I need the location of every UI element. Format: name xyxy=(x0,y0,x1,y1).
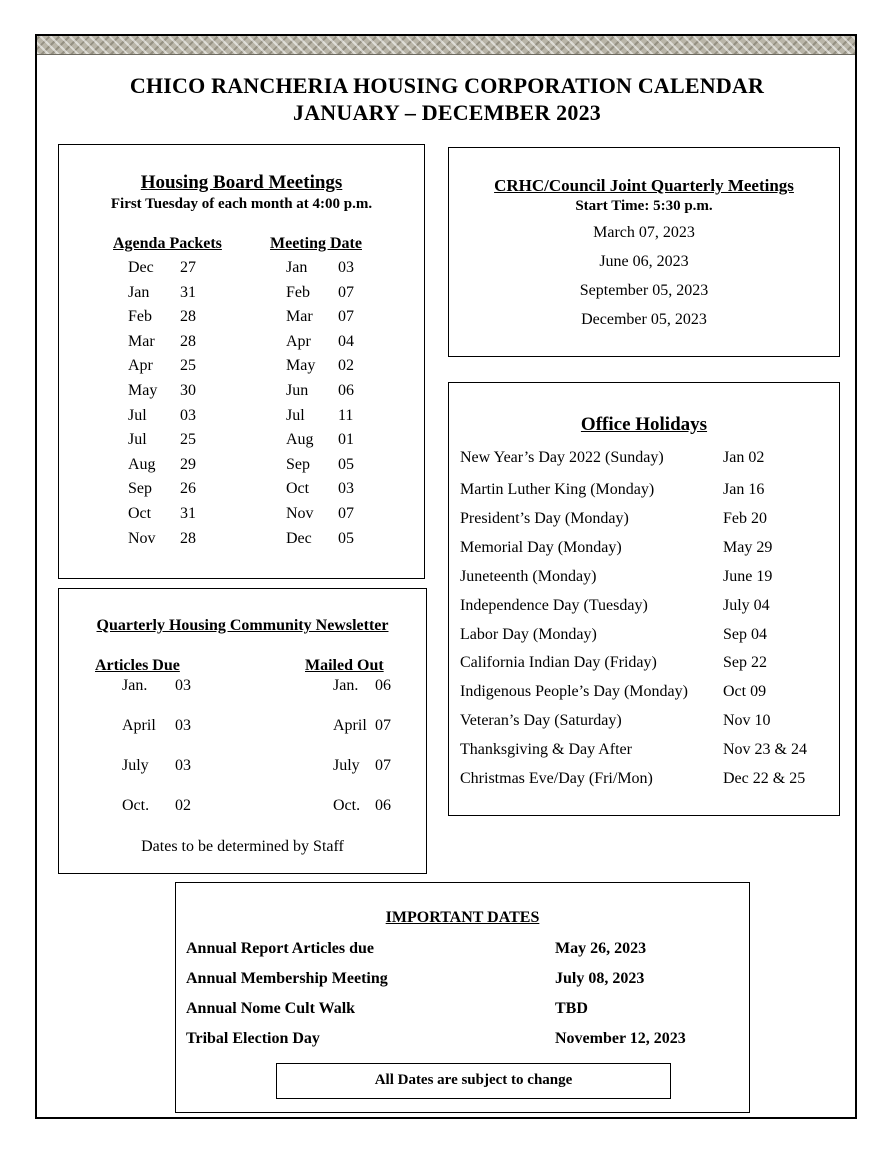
office-holidays-title: Office Holidays xyxy=(580,414,708,435)
meeting-month: Jul xyxy=(286,406,305,424)
mailed-day: 06 xyxy=(375,797,391,814)
holiday-name: Juneteenth (Monday) xyxy=(460,567,597,585)
meeting-month: Apr xyxy=(286,332,311,350)
holiday-date: Dec 22 & 25 xyxy=(723,770,806,787)
holiday-date: Jan 16 xyxy=(723,481,765,498)
agenda-day: 28 xyxy=(180,332,196,350)
meeting-month: Jun xyxy=(286,382,309,399)
holiday-name: Memorial Day (Monday) xyxy=(460,538,622,556)
agenda-month: Jan xyxy=(128,283,150,301)
meeting-day: 07 xyxy=(338,308,354,326)
meeting-day: 11 xyxy=(338,406,354,424)
due-month: Oct. xyxy=(122,797,150,814)
mailed-day: 07 xyxy=(375,757,391,774)
due-day: 03 xyxy=(175,757,191,774)
articles-due-header: Articles Due xyxy=(95,657,180,674)
important-date-value: TBD xyxy=(555,1000,588,1017)
meeting-day: 03 xyxy=(338,259,354,276)
important-dates-title: IMPORTANT DATES xyxy=(385,909,540,926)
agenda-month: Mar xyxy=(128,332,155,350)
meeting-day: 07 xyxy=(338,283,354,301)
agenda-month: Feb xyxy=(128,308,152,326)
agenda-day: 25 xyxy=(180,357,196,375)
important-date-label: Tribal Election Day xyxy=(186,1030,320,1047)
holiday-name: Christmas Eve/Day (Fri/Mon) xyxy=(460,770,653,787)
agenda-month: Nov xyxy=(128,529,156,547)
agenda-day: 29 xyxy=(180,455,196,473)
board-meetings-subtitle: First Tuesday of each month at 4:00 p.m. xyxy=(110,196,373,212)
mailed-month: Jan. xyxy=(333,677,359,694)
notice-box xyxy=(276,1063,671,1099)
meeting-month: Sep xyxy=(286,455,310,473)
holiday-date: Jan 02 xyxy=(723,449,765,466)
meeting-day: 03 xyxy=(338,480,354,498)
agenda-month: Dec xyxy=(128,259,154,276)
joint-meetings-title: CRHC/Council Joint Quarterly Meetings xyxy=(494,176,794,195)
due-month: July xyxy=(122,757,149,774)
mailed-month: July xyxy=(333,757,360,774)
holiday-name: Thanksgiving & Day After xyxy=(460,741,632,759)
holiday-date: Nov 10 xyxy=(723,712,771,730)
important-date-label: Annual Nome Cult Walk xyxy=(186,1000,356,1017)
meeting-day: 05 xyxy=(338,529,354,547)
due-month: April xyxy=(122,717,156,734)
holiday-name: Independence Day (Tuesday) xyxy=(460,596,648,614)
holiday-date: Oct 09 xyxy=(723,683,767,701)
agenda-day: 28 xyxy=(180,308,196,326)
agenda-month: Aug xyxy=(128,455,156,473)
agenda-day: 31 xyxy=(180,505,196,522)
meeting-month: Aug xyxy=(286,431,314,449)
holiday-date: July 04 xyxy=(723,596,770,614)
due-day: 02 xyxy=(175,797,191,814)
agenda-month: Jul xyxy=(128,431,147,449)
holiday-date: June 19 xyxy=(723,567,773,585)
important-date-label: Annual Membership Meeting xyxy=(186,970,388,987)
meeting-day: 02 xyxy=(338,357,354,375)
joint-meeting-date: March 07, 2023 xyxy=(593,224,695,241)
meeting-month: Mar xyxy=(286,308,313,326)
holiday-name: Labor Day (Monday) xyxy=(460,625,597,643)
holiday-name: Indigenous People’s Day (Monday) xyxy=(460,683,688,701)
meeting-month: Jan xyxy=(286,259,308,276)
newsletter-note: Dates to be determined by Staff xyxy=(141,838,344,855)
important-date-value: May 26, 2023 xyxy=(555,940,647,957)
holiday-name: Martin Luther King (Monday) xyxy=(460,481,655,498)
holiday-name: New Year’s Day 2022 (Sunday) xyxy=(460,449,664,466)
meeting-month: Feb xyxy=(286,283,310,301)
agenda-month: Jul xyxy=(128,406,147,424)
office-holidays-box xyxy=(448,382,840,816)
important-date-label: Annual Report Articles due xyxy=(186,940,374,957)
meeting-day: 05 xyxy=(338,455,354,473)
board-meetings-box xyxy=(58,144,425,579)
important-date-value: July 08, 2023 xyxy=(555,970,645,987)
due-day: 03 xyxy=(175,677,191,694)
meeting-day: 07 xyxy=(338,505,354,522)
agenda-day: 03 xyxy=(180,406,196,424)
meeting-day: 01 xyxy=(338,431,354,449)
joint-meetings-box xyxy=(448,147,840,357)
due-day: 03 xyxy=(175,717,191,734)
agenda-packets-header: Agenda Packets xyxy=(113,235,222,252)
holiday-name: Veteran’s Day (Saturday) xyxy=(460,712,622,730)
meeting-date-header: Meeting Date xyxy=(270,235,362,252)
page-title: CHICO RANCHERIA HOUSING CORPORATION CALENDAR xyxy=(129,73,765,98)
agenda-day: 27 xyxy=(180,259,196,276)
agenda-day: 26 xyxy=(180,480,196,498)
holiday-date: May 29 xyxy=(723,538,773,556)
agenda-month: Sep xyxy=(128,480,152,498)
holiday-date: Sep 04 xyxy=(723,625,767,643)
meeting-month: Nov xyxy=(286,505,314,522)
page-subtitle: JANUARY – DECEMBER 2023 xyxy=(293,100,601,125)
agenda-month: Oct xyxy=(128,505,152,522)
mailed-month: April xyxy=(333,717,367,734)
mailed-day: 06 xyxy=(375,677,391,694)
agenda-day: 25 xyxy=(180,431,196,449)
meeting-day: 06 xyxy=(338,382,354,399)
holiday-date: Feb 20 xyxy=(723,509,767,527)
joint-meetings-start-time: Start Time: 5:30 p.m. xyxy=(575,198,713,214)
agenda-month: May xyxy=(128,382,158,399)
meeting-day: 04 xyxy=(338,332,354,350)
decorative-border xyxy=(37,36,855,55)
board-meetings-title: Housing Board Meetings xyxy=(140,172,343,193)
joint-meeting-date: December 05, 2023 xyxy=(581,311,707,328)
agenda-month: Apr xyxy=(128,357,153,375)
holiday-name: President’s Day (Monday) xyxy=(460,509,629,527)
agenda-day: 30 xyxy=(180,382,196,399)
newsletter-box xyxy=(58,588,427,874)
agenda-day: 28 xyxy=(180,529,196,547)
joint-meeting-date: September 05, 2023 xyxy=(579,282,709,299)
important-dates-box xyxy=(175,882,750,1113)
meeting-month: Dec xyxy=(286,529,312,547)
mailed-month: Oct. xyxy=(333,797,361,814)
mailed-out-header: Mailed Out xyxy=(305,657,384,674)
holiday-date: Sep 22 xyxy=(723,654,767,672)
important-date-value: November 12, 2023 xyxy=(555,1030,686,1047)
holiday-date: Nov 23 & 24 xyxy=(723,741,807,759)
meeting-month: May xyxy=(286,357,316,375)
mailed-day: 07 xyxy=(375,717,391,734)
notice-text: All Dates are subject to change xyxy=(374,1072,573,1088)
joint-meeting-date: June 06, 2023 xyxy=(599,253,689,270)
meeting-month: Oct xyxy=(286,480,310,498)
due-month: Jan. xyxy=(122,677,148,694)
holiday-name: California Indian Day (Friday) xyxy=(460,654,657,672)
agenda-day: 31 xyxy=(180,283,196,301)
newsletter-title: Quarterly Housing Community Newsletter xyxy=(96,617,389,634)
